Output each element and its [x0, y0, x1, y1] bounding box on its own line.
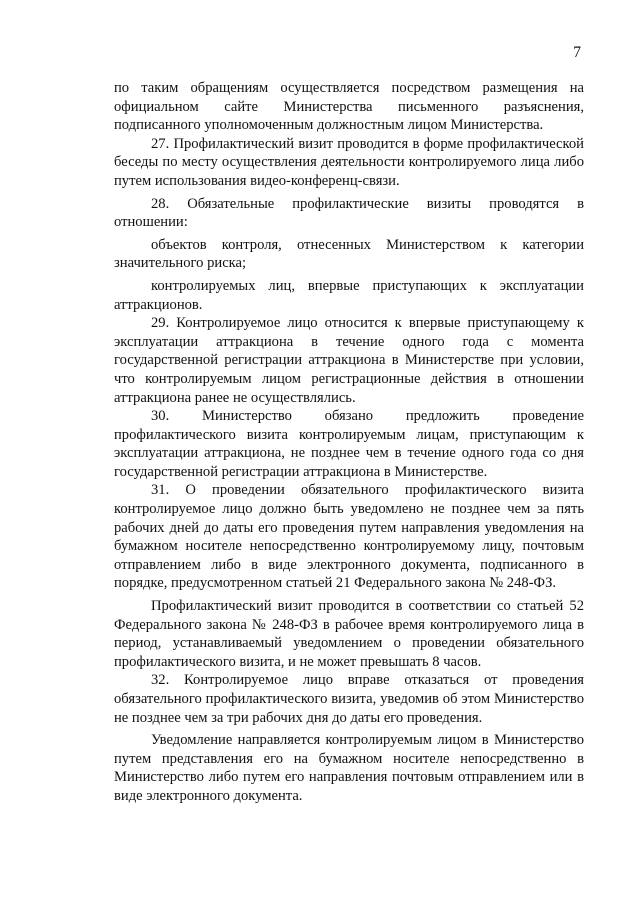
paragraph-item-27: 27. Профилактический визит проводится в форме профилактической беседы по месту осуществления деятельности контролируемого лица либо путем использования видео-конференц-связи. — [114, 135, 584, 189]
paragraph-risk-category: объектов контроля, отнесенных Министерством к категории значительного риска; — [114, 236, 584, 272]
paragraph-item-28: 28. Обязательные профилактические визиты проводятся в отношении: — [114, 195, 584, 231]
paragraph-new-operators: контролируемых лиц, впервые приступающих к эксплуатации аттракционов. — [114, 277, 584, 313]
paragraph-item-29: 29. Контролируемое лицо относится к впервые приступающему к эксплуатации аттракциона в течение одного года с момента государственной регистрации аттракциона в Министерстве при условии, что контролируемым лицом регистрационные действия в отношении аттракциона ранее не осуществлялись. — [114, 315, 584, 406]
paragraph-notification: Уведомление направляется контролируемым лицом в Министерство путем представления его на бумажном носителе непосредственно в Министерство либо путем его направления почтовым отправлением или в виде электронного документа. — [114, 732, 584, 804]
document-body — [114, 79, 584, 806]
paragraph-item-31: 31. О проведении обязательного профилактического визита контролируемое лицо должно быть уведомлено не позднее чем за пять рабочих дней до даты его проведения путем направления уведомления на бумажном носителе непосредственно контролируемому лицу, почтовым отправлением либо в виде электронного документа, подписанного в порядке, предусмотренном статьей 21 Федерального закона № 248-ФЗ. — [114, 482, 584, 592]
paragraph-item-30: 30. Министерство обязано предложить проведение профилактического визита контролируемым лицам, приступающим к эксплуатации аттракциона, не позднее чем в течение одного года со дня государственной регистрации аттракциона в Министерстве. — [114, 408, 584, 480]
paragraph-continuation: по таким обращениям осуществляется посредством размещения на официальном сайте Министерства письменного разъяснения, подписанного уполномоченным должностным лицом Министерства. — [114, 80, 584, 134]
page-number: 7 — [573, 44, 581, 61]
paragraph-item-32: 32. Контролируемое лицо вправе отказаться от проведения обязательного профилактического визита, уведомив об этом Министерство не позднее чем за три рабочих дня до даты его проведения. — [114, 672, 584, 726]
paragraph-visit-conditions: Профилактический визит проводится в соответствии со статьей 52 Федерального закона № 248-ФЗ в рабочее время контролируемого лица в период, устанавливаемый уведомлением о проведении обязательного профилактического визита, и не может превышать 8 часов. — [114, 598, 584, 670]
